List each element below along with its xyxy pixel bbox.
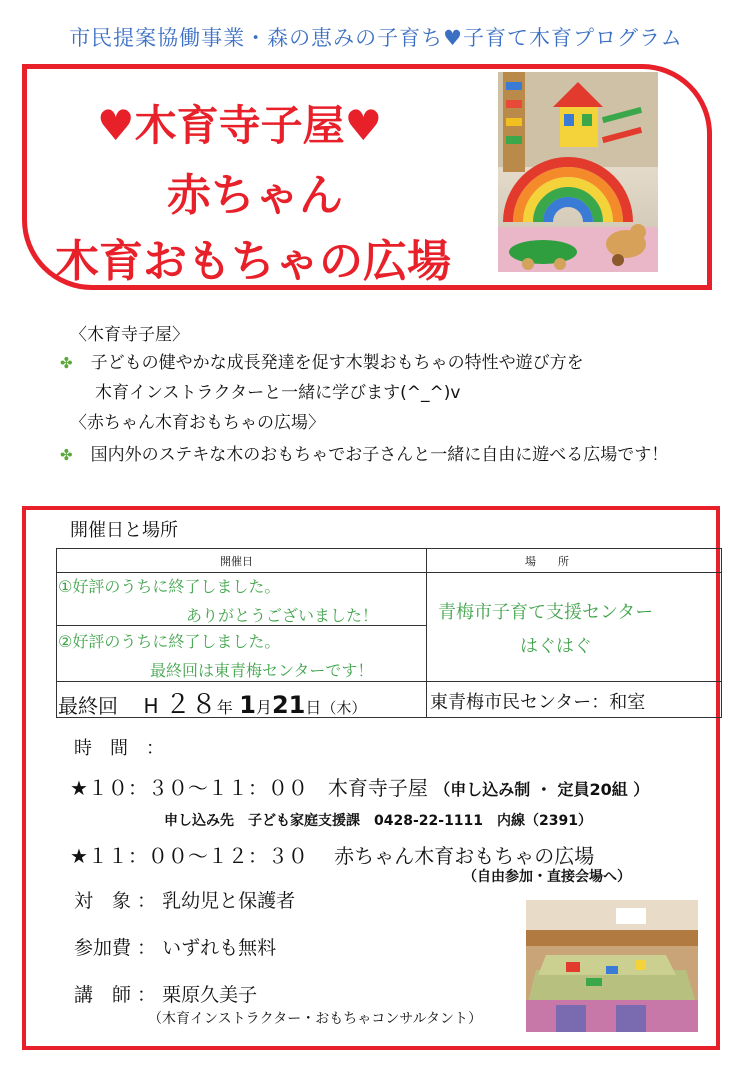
title-terakoya: ♥木育寺子屋♥ — [97, 101, 383, 150]
play-room-photo — [526, 900, 698, 1032]
final-year-unit: 年 — [216, 698, 233, 717]
final-day: 21 — [271, 691, 306, 719]
session-terakoya — [70, 772, 649, 801]
final-month: 1 — [239, 691, 256, 719]
table-border-header — [56, 572, 722, 573]
hiroba-text-label: 国内外のステキな木のおもちゃでお子さんと一緒に自由に遊べる広場です！ — [90, 445, 669, 465]
final-year: ２８ — [164, 690, 217, 720]
table-border-row2 — [56, 681, 722, 682]
table-border-top — [56, 548, 722, 549]
hiroba-text — [60, 440, 668, 465]
hiroba-heading: 〈赤ちゃん木育おもちゃの広場〉 — [70, 413, 325, 433]
time-label: 時 間 ： — [74, 738, 164, 759]
final-place: 東青梅市民センター：和室 — [430, 692, 646, 713]
table-border-mid — [426, 548, 427, 718]
terakoya-text-2: 木育インストラクターと一緒に学びます(^_^)v — [95, 383, 461, 403]
program-subtitle: 市民提案協働事業・森の恵みの子育ち♥子育て木育プログラム — [69, 26, 683, 50]
row1-thanks: ありがとうございました！ — [186, 606, 379, 625]
final-month-unit: 月 — [255, 698, 272, 717]
target-audience: 対 象 ： 乳幼児と保護者 — [74, 890, 296, 912]
clover-icon: ✤ — [60, 354, 73, 372]
session-hiroba: ★１１：００〜１２：３０ 赤ちゃん木育おもちゃの広場 — [70, 844, 595, 868]
table-border-left — [56, 548, 57, 718]
row2-status: ②好評のうちに終了しました。 — [58, 632, 281, 651]
lecturer-note: （木育インストラクター・おもちゃコンサルタント） — [148, 1011, 483, 1027]
final-weekday: （木） — [321, 699, 367, 717]
wooden-toys-photo — [498, 72, 658, 272]
apply-contact: 申し込み先 子ども家庭支援課 0428-22-1111 内線（2391） — [164, 813, 592, 829]
table-border-right — [721, 548, 722, 718]
place-hagu-hagu-2: はぐはぐ — [520, 636, 592, 657]
row2-note: 最終回は東青梅センターです！ — [150, 661, 374, 680]
terakoya-text-1-label: 子どもの健やかな成長発達を促す木製おもちゃの特性や遊び方を — [90, 353, 584, 373]
participation-fee: 参加費 ： いずれも無料 — [74, 937, 277, 959]
terakoya-text-1 — [60, 348, 584, 373]
final-session-date — [58, 684, 366, 721]
col-date-header: 開催日 — [220, 555, 253, 568]
session-terakoya-time: ★１０：３０〜１１：００ 木育寺子屋 — [70, 776, 428, 800]
col-place-header: 場 所 — [525, 555, 569, 568]
lecturer: 講 師 ： 栗原久美子 — [74, 984, 258, 1006]
final-day-unit: 日 — [305, 698, 322, 717]
clover-icon: ✤ — [60, 446, 73, 464]
title-hiroba: 木育おもちゃの広場 — [55, 236, 451, 287]
session-hiroba-note: （自由参加・直接会場へ） — [463, 869, 631, 885]
terakoya-heading: 〈木育寺子屋〉 — [70, 325, 189, 345]
final-era: H — [143, 694, 159, 718]
row1-status: ①好評のうちに終了しました。 — [58, 577, 281, 596]
title-akachan: 赤ちゃん — [167, 170, 343, 221]
session-terakoya-note: （申し込み制 ・ 定員20組 ） — [434, 780, 650, 799]
schedule-heading: 開催日と場所 — [70, 520, 178, 541]
place-hagu-hagu: 青梅市子育て支援センター — [438, 602, 654, 623]
final-label: 最終回 — [58, 694, 118, 718]
